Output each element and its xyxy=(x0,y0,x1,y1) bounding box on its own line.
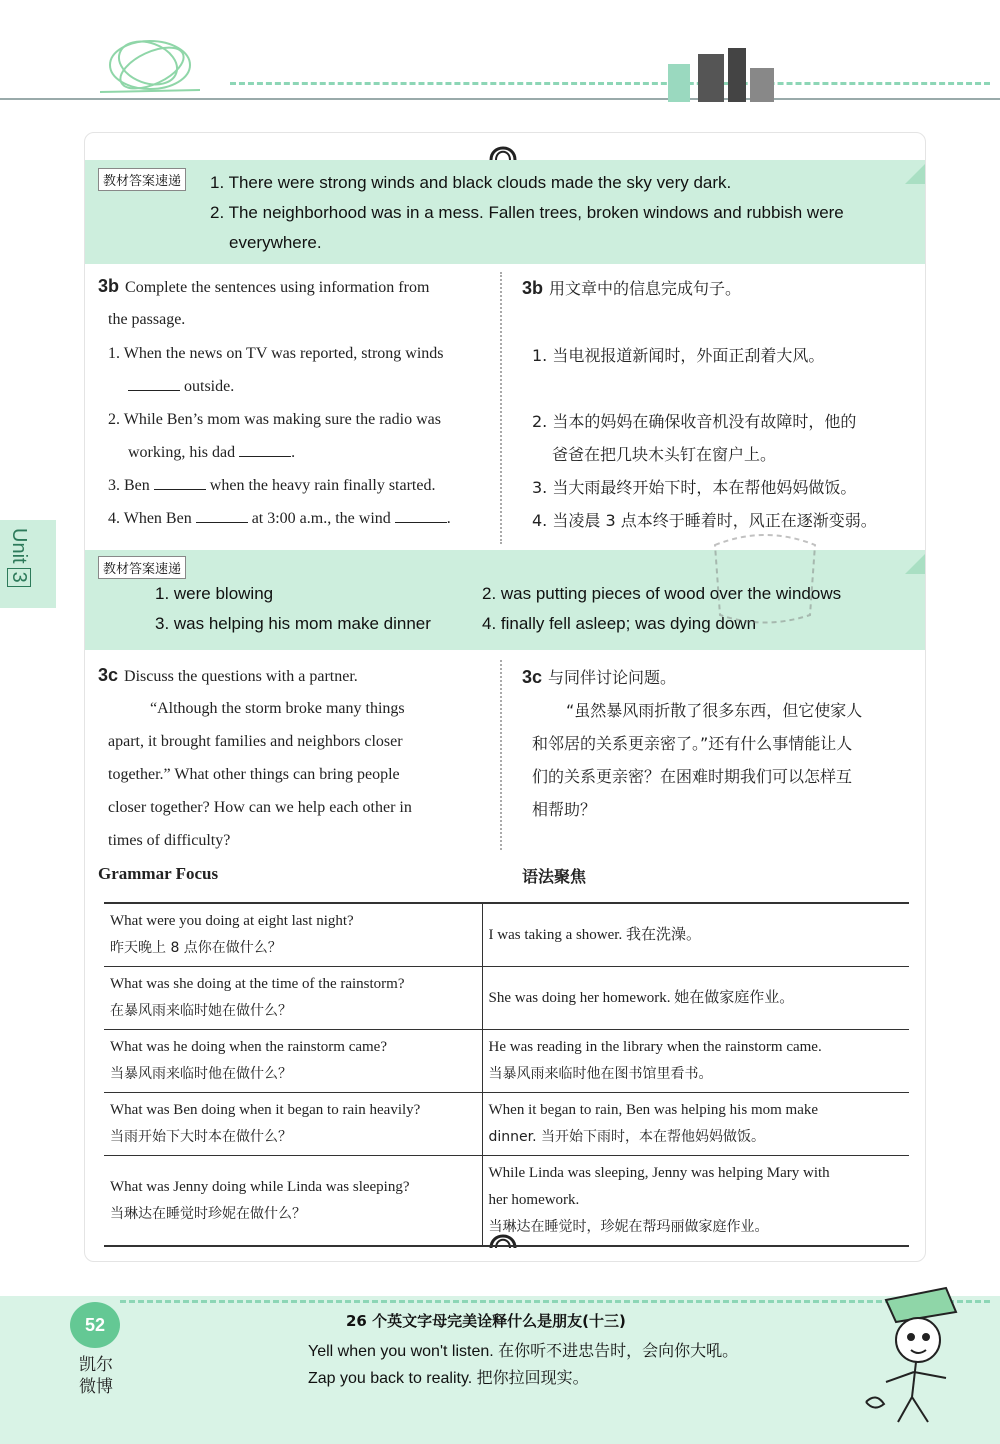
exercise-item-1: 1. When the news on TV was reported, strong winds xyxy=(108,345,444,362)
section-3b-zh-instruction: 3b 用文章中的信息完成句子。 xyxy=(522,278,742,298)
zh-item: 3. 当大雨最终开始下时，本在帮他妈妈做饭。 xyxy=(532,478,857,497)
answer-cell: I was taking a shower. 我在洗澡。 xyxy=(482,903,909,967)
answer-item: 1. were blowing xyxy=(155,584,274,603)
question-cell: What was Ben doing when it began to rain heavily? 当雨开始下大时本在做什么？ xyxy=(104,1093,482,1156)
answer-blank[interactable] xyxy=(128,379,180,391)
top-dashed-line xyxy=(230,82,990,85)
answer-blank[interactable] xyxy=(395,511,447,523)
brand-label: 凯尔微博 xyxy=(79,1355,113,1397)
answer-line: 2. The neighborhood was in a mess. Fallen trees, broken windows and rubbish were xyxy=(210,203,844,222)
watermark-stamp-icon xyxy=(700,525,830,635)
answer-item: 4. finally fell asleep; was dying down xyxy=(482,614,757,633)
unit-label: Unit3 xyxy=(7,528,30,587)
table-row xyxy=(104,1156,909,1247)
answer-item: 2. was putting pieces of wood over the windows xyxy=(482,584,842,603)
column-divider xyxy=(500,660,502,850)
table-row xyxy=(104,1030,909,1093)
footer-line: Yell when you won't listen. 在你听不进忠告时，会向你大吼。 xyxy=(308,1343,739,1360)
answer-line: everywhere. xyxy=(229,233,322,252)
zh-discussion-text: 相帮助？ xyxy=(532,800,597,819)
answer-blank[interactable] xyxy=(239,445,291,457)
question-cell: What were you doing at eight last night? 昨天晚上 8 点你在做什么？ xyxy=(104,903,482,967)
answer-blank[interactable] xyxy=(154,478,206,490)
section-3b-instruction-cont: the passage. xyxy=(108,311,186,328)
zh-discussion-text: “虽然暴风雨折散了很多东西，但它使家人 xyxy=(566,701,863,720)
answer-tag: 教材答案速递 xyxy=(98,168,186,191)
exercise-item-2-cont: working, his dad . xyxy=(128,444,296,461)
binder-clip-icon xyxy=(488,140,518,162)
question-cell: What was she doing at the time of the rainstorm? 在暴风雨来临时她在做什么？ xyxy=(104,967,482,1030)
zh-item: 爸爸在把几块木头钉在窗户上。 xyxy=(552,445,777,464)
section-3c-zh-instruction: 3c 与同伴讨论问题。 xyxy=(522,667,677,687)
exercise-item-3: 3. Ben when the heavy rain finally started. xyxy=(108,477,436,494)
exercise-item-1-cont: outside. xyxy=(128,370,234,403)
section-3b-instruction: 3b Complete the sentences using information from xyxy=(98,276,430,296)
zh-item: 4. 当凌晨 3 点本终于睡着时，风正在逐渐变弱。 xyxy=(532,511,877,530)
grammar-table xyxy=(104,902,909,1247)
answer-line: 1. There were strong winds and black clouds made the sky very dark. xyxy=(210,173,732,192)
discussion-text: “Although the storm broke many things xyxy=(150,700,405,717)
footer-title: 26 个英文字母完美诠释什么是朋友(十三) xyxy=(346,1312,626,1330)
exercise-item-4: 4. When Ben at 3:00 a.m., the wind . xyxy=(108,510,451,527)
discussion-text: closer together? How can we help each other in xyxy=(108,799,412,816)
question-cell: What was he doing when the rainstorm came? 当暴风雨来临时他在做什么？ xyxy=(104,1030,482,1093)
section-3c-instruction: 3c Discuss the questions with a partner. xyxy=(98,665,358,685)
discussion-text: apart, it brought families and neighbors closer xyxy=(108,733,403,750)
answer-blank[interactable] xyxy=(196,511,248,523)
question-cell: What was Jenny doing while Linda was sleeping? 当琳达在睡觉时珍妮在做什么？ xyxy=(104,1156,482,1247)
table-row xyxy=(104,1093,909,1156)
table-row xyxy=(104,967,909,1030)
fold-corner-icon xyxy=(905,554,925,574)
answer-tag: 教材答案速递 xyxy=(98,556,186,579)
footer-line: Zap you back to reality. 把你拉回现实。 xyxy=(308,1370,589,1387)
zh-item: 2. 当本的妈妈在确保收音机没有故障时，他的 xyxy=(532,412,857,431)
scribble-decoration-icon xyxy=(90,30,210,100)
answer-cell: She was doing her homework. 她在做家庭作业。 xyxy=(482,967,909,1030)
fold-corner-icon xyxy=(905,164,925,184)
zh-discussion-text: 们的关系更亲密？在困难时期我们可以怎样互 xyxy=(532,767,853,786)
exercise-item-2: 2. While Ben’s mom was making sure the radio was xyxy=(108,411,441,428)
answer-item: 3. was helping his mom make dinner xyxy=(155,614,431,633)
zh-discussion-text: 和邻居的关系更亲密了。”还有什么事情能让人 xyxy=(532,734,853,753)
discussion-text: times of difficulty? xyxy=(108,832,231,849)
cartoon-kid-icon xyxy=(856,1282,976,1432)
zh-item: 1. 当电视报道新闻时，外面正刮着大风。 xyxy=(532,346,825,365)
table-row xyxy=(104,903,909,967)
discussion-text: together.” What other things can bring people xyxy=(108,766,400,783)
answer-cell: When it began to rain, Ben was helping his mom make dinner. 当开始下雨时，本在帮他妈妈做饭。 xyxy=(482,1093,909,1156)
column-divider xyxy=(500,272,502,544)
grammar-focus-zh-heading: 语法聚焦 xyxy=(522,867,587,886)
answer-cell: While Linda was sleeping, Jenny was helping Mary with her homework. 当琳达在睡觉时，珍妮在帮玛丽做家庭作业。 xyxy=(482,1156,909,1247)
grammar-focus-heading: Grammar Focus xyxy=(98,864,219,883)
answer-cell: He was reading in the library when the rainstorm came. 当暴风雨来临时他在图书馆里看书。 xyxy=(482,1030,909,1093)
buildings-decoration-icon xyxy=(660,44,780,102)
page-number: 52 xyxy=(70,1302,120,1348)
